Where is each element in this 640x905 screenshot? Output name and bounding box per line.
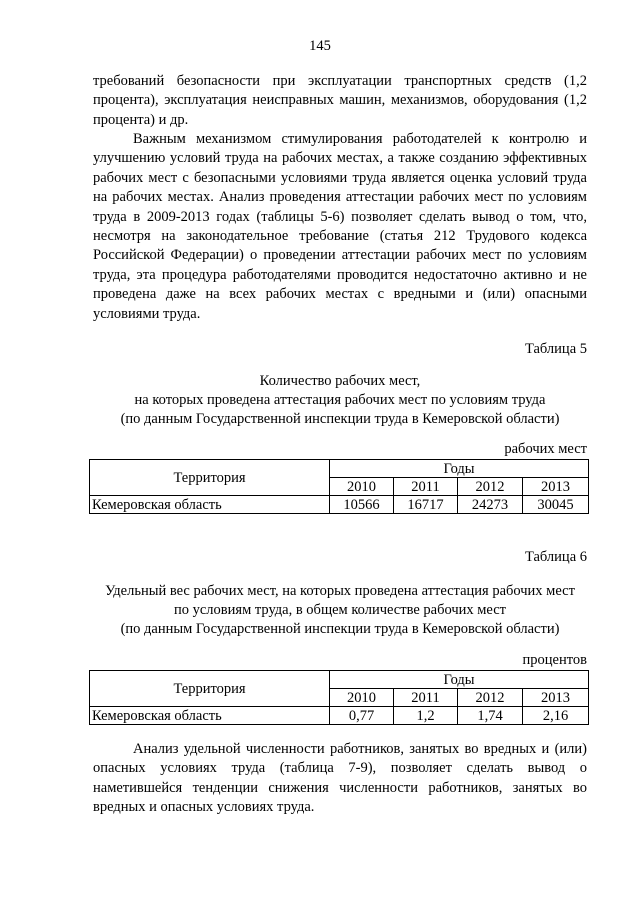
table5-year: 2010 <box>330 478 394 496</box>
table5-caption <box>70 372 610 429</box>
table5-row-name: Кемеровская область <box>90 496 330 514</box>
table6 <box>89 670 589 725</box>
table-row <box>90 496 589 514</box>
table6-cell: 1,74 <box>458 707 523 725</box>
table5-cell: 10566 <box>330 496 394 514</box>
table5 <box>89 459 589 514</box>
table6-row-name: Кемеровская область <box>90 707 330 725</box>
table6-cell: 2,16 <box>523 707 589 725</box>
paragraph-attestation: Важным механизмом стимулирования работодателей к контролю и улучшению условий труда на рабочих местах, а также созданию эффективных рабочих мест с безопасными условиями труда является оценка условий труда на рабочих местах. Анализ проведения аттестации рабочих мест по условиям труда в 2009-2013 годах (таблицы 5-6) позволяет сделать вывод о том, что, несмотря на законодательное требование (статья 212 Трудового кодекса Российской Федерации) о проведении аттестации рабочих мест по условиям труда, эта процедура работодателями проводится недостаточно активно и не проведена даже на всех рабочих местах с вредными и (или) опасными условиями труда. <box>93 131 587 322</box>
table6-label: Таблица 6 <box>524 549 587 565</box>
table6-header-years: Годы <box>330 671 589 689</box>
table5-header-territory: Территория <box>90 460 330 496</box>
table5-caption-line: Количество рабочих мест, <box>259 373 421 389</box>
table5-year: 2013 <box>523 478 589 496</box>
table5-caption-line: (по данным Государственной инспекции труда в Кемеровской области) <box>120 411 560 427</box>
table6-unit: процентов <box>522 652 587 668</box>
paragraph-analysis: Анализ удельной численности работников, занятых во вредных и (или) опасных условиях труда (таблица 7-9), позволяет сделать вывод о наметившейся тенденции снижения численности работников, занятых во вредных и опасных условиях труда. <box>93 741 587 816</box>
table5-cell: 30045 <box>523 496 589 514</box>
table6-year: 2011 <box>394 689 458 707</box>
table5-year: 2011 <box>394 478 458 496</box>
table5-cell: 24273 <box>458 496 523 514</box>
table5-cell: 16717 <box>394 496 458 514</box>
table6-cell: 0,77 <box>330 707 394 725</box>
table5-year: 2012 <box>458 478 523 496</box>
table6-caption-line: по условиям труда, в общем количестве рабочих мест <box>173 602 506 618</box>
paragraph-intro: требований безопасности при эксплуатации транспортных средств (1,2 процента), эксплуатация неисправных машин, механизмов, оборудования (1,2 процента) и др. <box>93 73 587 128</box>
table6-caption-line: (по данным Государственной инспекции труда в Кемеровской области) <box>120 621 560 637</box>
table-row <box>90 707 589 725</box>
table6-caption <box>70 582 610 639</box>
table6-caption-line: Удельный вес рабочих мест, на которых проведена аттестация рабочих мест <box>105 583 575 599</box>
table5-caption-line: на которых проведена аттестация рабочих мест по условиям труда <box>134 392 546 408</box>
table6-year: 2013 <box>523 689 589 707</box>
table6-year: 2010 <box>330 689 394 707</box>
page-number: 145 <box>309 38 331 54</box>
table6-cell: 1,2 <box>394 707 458 725</box>
table5-header-years: Годы <box>330 460 589 478</box>
table6-header-territory: Территория <box>90 671 330 707</box>
table5-unit: рабочих мест <box>504 441 587 457</box>
table5-label: Таблица 5 <box>524 341 587 357</box>
table6-year: 2012 <box>458 689 523 707</box>
